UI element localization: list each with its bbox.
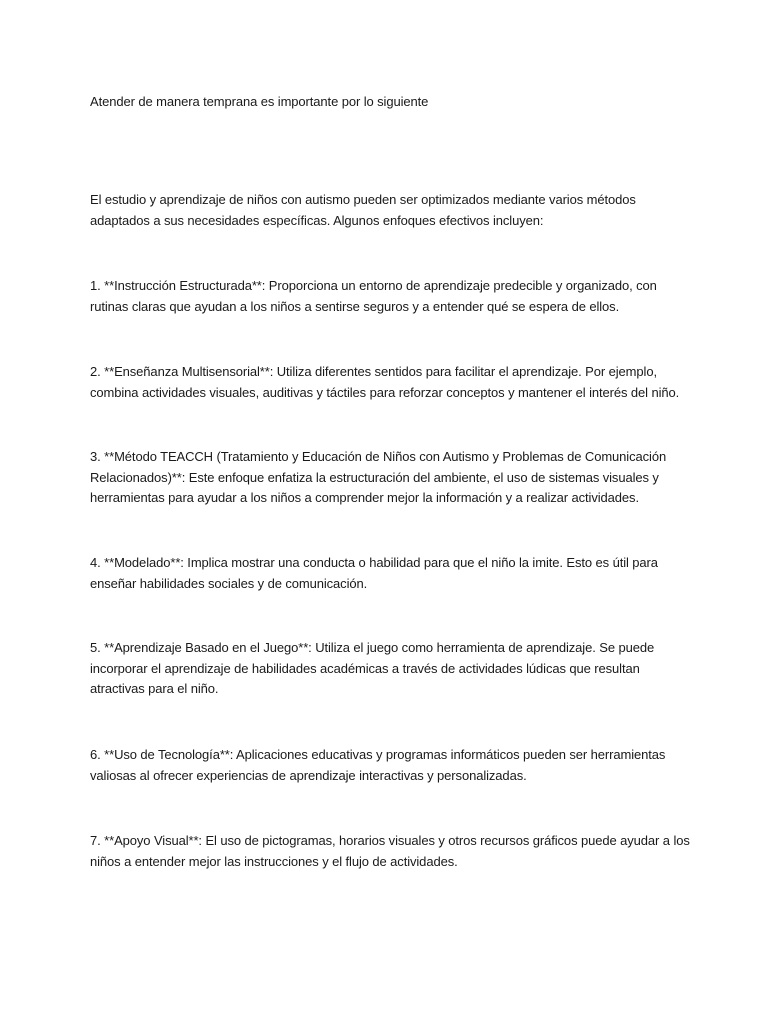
list-item: 4. **Modelado**: Implica mostrar una conducta o habilidad para que el niño la imite. Esto es útil para enseñar habilidades sociales y de comunicación. xyxy=(90,555,658,591)
document-heading: Atender de manera temprana es importante por lo siguiente xyxy=(90,94,429,109)
list-item: 2. **Enseñanza Multisensorial**: Utiliza diferentes sentidos para facilitar el aprendizaje. Por ejemplo, combina actividades visuales, auditivas y táctiles para reforzar conceptos y mantener el interés del niño. xyxy=(90,364,680,400)
list-item: 7. **Apoyo Visual**: El uso de pictogramas, horarios visuales y otros recursos gráficos puede ayudar a los niños a entender mejor las instrucciones y el flujo de actividades. xyxy=(90,833,690,869)
list-item: 1. **Instrucción Estructurada**: Proporciona un entorno de aprendizaje predecible y organizado, con rutinas claras que ayudan a los niños a sentirse seguros y a entender qué se espera de ellos. xyxy=(90,278,657,314)
intro-paragraph: El estudio y aprendizaje de niños con autismo pueden ser optimizados mediante varios métodos adaptados a sus necesidades específicas. Algunos enfoques efectivos incluyen: xyxy=(90,192,636,228)
list-item: 6. **Uso de Tecnología**: Aplicaciones educativas y programas informáticos pueden ser herramientas valiosas al ofrecer experiencias de aprendizaje interactivas y personalizadas. xyxy=(90,747,666,783)
list-item: 3. **Método TEACCH (Tratamiento y Educación de Niños con Autismo y Problemas de Comunicación Relacionados)**: Este enfoque enfatiza la estructuración del ambiente, el uso de sistemas visuales y herramientas para ayudar a los niños a comprender mejor la información y a realizar actividades. xyxy=(90,449,667,505)
list-item: 5. **Aprendizaje Basado en el Juego**: Utiliza el juego como herramienta de aprendizaje. Se puede incorporar el aprendizaje de habilidades académicas a través de actividades lúdicas que resultan atractivas para el niño. xyxy=(90,640,655,696)
